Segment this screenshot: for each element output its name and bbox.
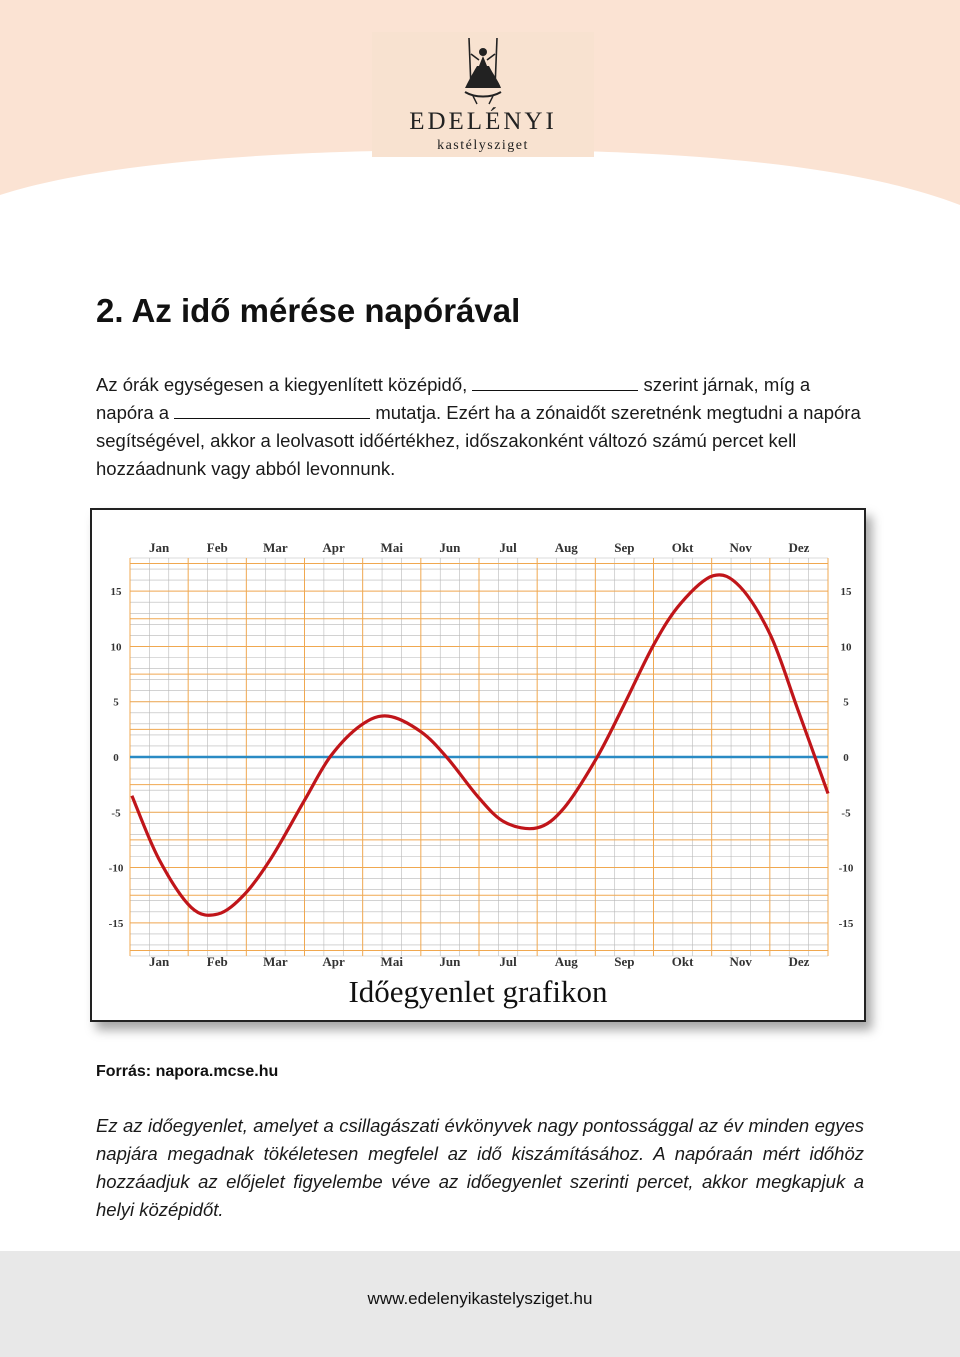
chart-canvas: [92, 510, 864, 1020]
x-tick-label-bottom: Sep: [614, 954, 635, 969]
y-tick-label-right: 0: [843, 752, 849, 764]
x-tick-label-bottom: Nov: [729, 954, 752, 969]
y-tick-label-left: -5: [111, 807, 121, 820]
intro-paragraph: [96, 371, 866, 483]
intro-text-3: mutatja. Ezért ha a zónaidőt szeretnénk megtudni a napóra segítségével, akkor a leolvasott időértékhez, időszakonként változó számú percet kell hozzáadnunk vagy abból levonnunk.: [96, 402, 861, 479]
fill-in-blank-1[interactable]: [472, 374, 638, 391]
swing-lady-icon: [457, 36, 509, 110]
x-tick-label-top: Mai: [380, 540, 403, 555]
x-tick-label-top: Feb: [206, 540, 228, 555]
logo-name: EDELÉNYI: [409, 108, 557, 135]
x-tick-label-top: Mar: [263, 540, 288, 555]
y-tick-label-right: 15: [840, 586, 852, 599]
y-tick-label-left: -15: [108, 917, 124, 930]
x-tick-label-bottom: Aug: [554, 954, 578, 969]
y-tick-label-right: -10: [838, 862, 854, 875]
equation-of-time-curve: [132, 575, 828, 915]
x-tick-label-bottom: Jul: [499, 954, 517, 969]
y-tick-label-left: 5: [113, 696, 119, 709]
x-tick-label-top: Okt: [671, 540, 694, 555]
equation-of-time-chart: [90, 508, 866, 1022]
chart-title: Időegyenlet grafikon: [348, 974, 608, 1009]
section-title: 2. Az idő mérése napórával: [96, 292, 521, 329]
x-tick-label-bottom: Jun: [439, 954, 461, 969]
x-tick-label-top: Nov: [729, 540, 752, 555]
footer: [0, 1251, 960, 1357]
x-tick-label-top: Sep: [614, 540, 635, 555]
y-tick-label-right: -15: [838, 917, 854, 930]
intro-text-2: szerint járnak, míg a napóra a: [96, 374, 811, 423]
logo: [372, 32, 594, 157]
x-tick-label-top: Jan: [148, 540, 170, 555]
explanation-paragraph: Ez az időegyenlet, amelyet a csillagászati évkönyvek nagy pontossággal az év minden egyes napjára megadnak tökéletesen megfelel az idő kiszámításához. A napóraán mért időhöz hozzáadjuk az előjelet figyelembe véve az időegyenlet szerinti percet, akkor megkapjuk a helyi középidőt.: [96, 1115, 864, 1220]
x-tick-label-top: Dez: [788, 540, 810, 555]
y-tick-label-left: -10: [108, 862, 124, 875]
x-tick-label-top: Jun: [439, 540, 461, 555]
y-tick-label-right: 5: [843, 696, 849, 709]
chart-major-grid: [130, 558, 828, 956]
y-tick-label-right: 10: [840, 641, 852, 654]
footer-website: www.edelenyikastelysziget.hu: [367, 1289, 593, 1308]
chart-series: [132, 575, 828, 915]
y-tick-label-right: -5: [841, 807, 851, 820]
intro-text-1: Az órák egységesen a kiegyenlített középidő,: [96, 374, 468, 395]
y-tick-label-left: 0: [113, 752, 119, 764]
chart-tick-labels: [109, 540, 854, 969]
y-tick-label-left: 15: [110, 586, 122, 599]
x-tick-label-bottom: Dez: [788, 954, 810, 969]
x-tick-label-top: Jul: [499, 540, 517, 555]
x-tick-label-bottom: Mar: [263, 954, 288, 969]
source-note: Forrás: napora.mcse.hu: [96, 1063, 279, 1080]
x-tick-label-top: Apr: [322, 540, 345, 555]
x-tick-label-top: Aug: [554, 540, 578, 555]
header-band: [0, 0, 960, 205]
x-tick-label-bottom: Okt: [671, 954, 694, 969]
y-tick-label-left: 10: [110, 641, 122, 654]
x-tick-label-bottom: Feb: [206, 954, 228, 969]
logo-subtitle: kastélysziget: [437, 138, 529, 153]
fill-in-blank-2[interactable]: [174, 402, 370, 419]
x-tick-label-bottom: Mai: [380, 954, 403, 969]
x-tick-label-bottom: Apr: [322, 954, 345, 969]
x-tick-label-bottom: Jan: [148, 954, 170, 969]
